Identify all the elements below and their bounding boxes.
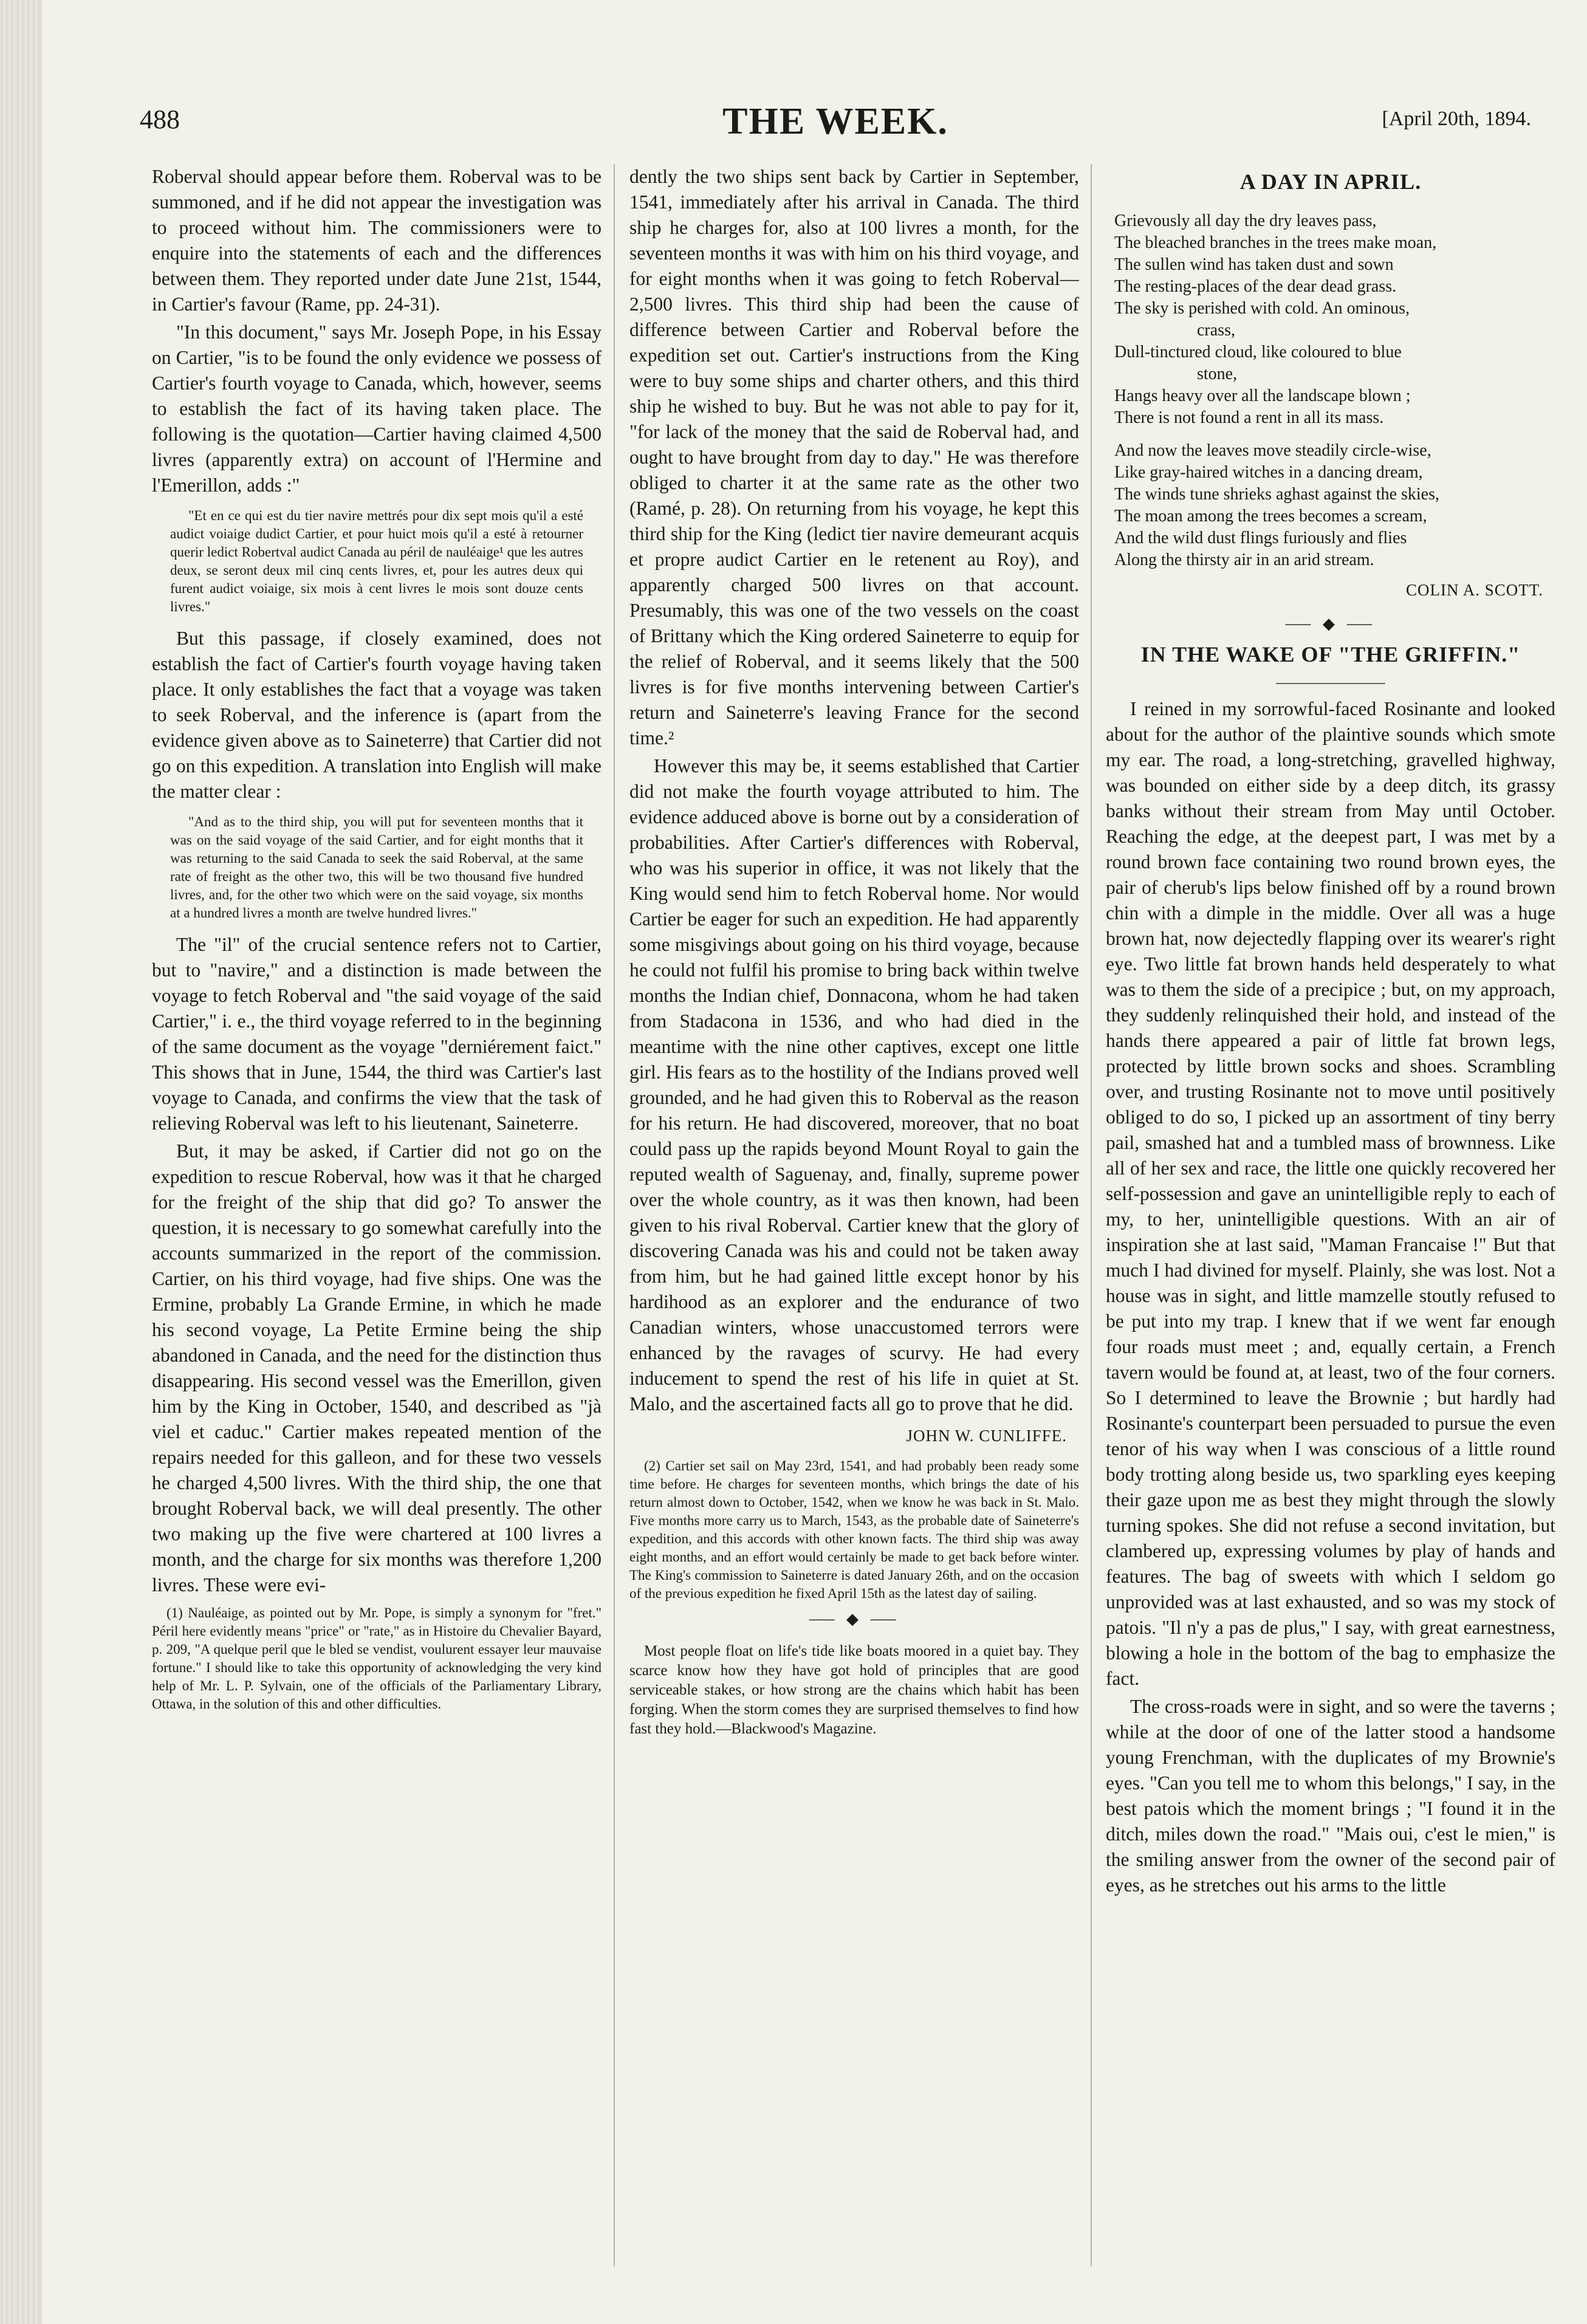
- poem-line: Along the thirsty air in an arid stream.: [1114, 550, 1374, 569]
- binding-gutter: [0, 0, 43, 2324]
- poem-stanza-2: [1106, 440, 1555, 571]
- ornament-divider: ⸺ ◆ ⸺: [808, 1610, 900, 1628]
- poem-line: Like gray-haired witches in a dancing dream,: [1114, 463, 1423, 482]
- paragraph: The "il" of the crucial sentence refers not to Cartier, but to "navire," and a distinction is made between the voyage to fetch Roberval and "the said voyage of the said Cartier," i. e., the third voyage referred to in the beginning of the same document as the voyage "derniérement faict." This shows that in June, 1544, the third was Cartier's last voyage to Canada, and confirms the view that the task of relieving Roberval was left to his lieutenant, Saineterre.: [152, 934, 602, 1134]
- poem-line: The resting-places of the dear dead grass.: [1114, 277, 1397, 296]
- paragraph: dently the two ships sent back by Cartier in September, 1541, immediately after his arrival in Canada. The third ship he charges for, also at 100 livres a month, for the seventeen months it was with him on his third voyage, and for eight months when it was going to fetch Roberval—2,500 livres. This third ship had been the cause of difference between Cartier and Roberval before the expedition set out. Cartier's instructions from the King were to buy some ships and charter others, and this third ship he wished to buy. But he was not able to pay for it, "for lack of the money that the said de Roberval had, and ought to have brought from day to day." He was therefore obliged to charter it at the same rate as the other two (Ramé, p. 28). On returning from his voyage, he kept this third ship for the King (ledict tier navire demeurant acquis et propre audict Cartier en le retenent au Roy), and apparently charged 500 livres on that account. Presumably, this was one of the two vessels on the coast of Brittany which the King ordered Saineterre to equip for the relief of Roberval, and it seems likely that the 500 livres is for five months intervening between Cartier's return and Saineterre's leaving France for the second time.²: [629, 166, 1079, 749]
- poem-line: The bleached branches in the trees make moan,: [1114, 233, 1437, 252]
- poem-line: crass,: [1197, 321, 1235, 340]
- paragraph: I reined in my sorrowful-faced Rosinante and looked about for the author of the plaintive sounds which smote my ear. The road, a long-stretching, gravelled highway, was bounded on either side by a deep ditch, its grassy banks without their stream from May until October. Reaching the edge, at the deepest part, I was met by a round brown face containing two round brown eyes, the pair of cherub's lips below finished off by a round brown chin with a dimple in the middle. Over all was a huge brown hat, now dejectedly flapping over its wearer's right eye. Two little fat brown hands held desperately to what was to them the side of a precipice ; but, on my approach, they suddenly relinquished their hold, and instead of the hands there appeared a pair of little fat brown legs, protected by little brown socks and shoes. Scrambling over, and trusting Rosinante not to move until positively obliged to do so, I picked up an assortment of tiny berry pail, smashed hat and a tumbled mass of brownness. Like all of her sex and race, the little one quickly recovered her self-possession and gave an unintelligible reply to each of my, to her, unintelligible questions. With an air of inspiration she at last said, "Maman Francaise !" But that much I had divined for myself. Plainly, she was lost. Not a house was in sight, and little mamzelle stoutly refused to be put into my trap. I knew that if we went far enough four roads must meet ; and, equally certain, a French tavern would be found at, at least, two of the four corners. So I determined to leave the Brownie ; but hardly had Rosinante's counterpart been persuaded to pursue the even tenor of his way when I was conscious of a little round body trotting along beside us, two sparkling eyes keeping their gaze upon me as best they might through the slowly turning spokes. She did not refuse a second invitation, but clambered up, expressing volumes by play of hands and features. The bag of sweets with which I seldom go unprovided was at last exhausted, and so was my stock of patois. "Il n'y a pas de plus," I say, with great earnestness, blowing a hole in the bottom of the bag to emphasize the fact.: [1106, 698, 1555, 1689]
- english-translation-quotation: "And as to the third ship, you will put for seventeen months that it was on the said voyage of the said Cartier, and for eight months that it was returning to the said Canada to seek the said Roberval, at the same rate of freight as the other two, this will be two thousand five hundred livres, and, for the other two which were on the said voyage, six months at a hundred livres a month are twelve hundred livres.": [170, 814, 583, 920]
- poem-line: Hangs heavy over all the landscape blown ;: [1114, 386, 1411, 405]
- column-divider: [614, 164, 615, 2266]
- paragraph: However this may be, it seems established that Cartier did not make the fourth voyage attributed to him. The evidence adduced above is borne out by a consideration of probabilities. After Cartier's differences with Roberval, who was his superior in office, it was not likely that the King would send him to fetch Roberval home. Nor would Cartier be eager for such an expedition. He had apparently some misgivings about going on his third voyage, because he could not fulfil his promise to bring back within twelve months the Indian chief, Donnacona, whom he had taken from Stadacona in 1536, and who had died in the meantime with the nine other captives, except one little girl. His fears as to the hostility of the Indians proved well grounded, and he had given this to Roberval as the reason for his return. He had discovered, moreover, that no boat could pass up the rapids beyond Mount Royal to gain the reputed wealth of Saguenay, and, finally, supreme power over the whole country, as it was then known, had been given to his rival Roberval. Cartier knew that the glory of discovering Canada was his and could not be taken away from him, but he had gained little except honor by his hardihood as an explorer and the endurance of two Canadian winters, whose unaccustomed terrors were enhanced by the ravages of scurvy. He had every inducement to spend the rest of his life in quiet at St. Malo, and the ascertained facts all go to prove that he did.: [629, 755, 1079, 1414]
- poem-author: COLIN A. SCOTT.: [1405, 581, 1543, 599]
- filler-quotation: Most people float on life's tide like boats moored in a quiet bay. They scarce know how they have got hold of principles that are good serviceable stakes, or how strong are the chains which habit has been forging. When the storm comes they are surprised themselves to find how fast they hold.—Blackwood's Magazine.: [629, 1643, 1079, 1737]
- page-header: [140, 100, 1531, 149]
- french-quotation: "Et en ce qui est du tier navire mettrés pour dix sept mois qu'il a esté audict voiaige dudict Cartier, et pour huict mois qu'il a esté à retourner querir ledict Robertval audict Canada au péril de nauléaige¹ que les autres deux, se seront deux mil cinq cents livres, et, pour les autres deux qui furent audict voiaige, six mois à cent livres le mois sont douze cents livres.": [170, 508, 583, 614]
- masthead: THE WEEK.: [722, 101, 948, 142]
- poem-stanza-1: [1106, 210, 1555, 429]
- paragraph: "In this document," says Mr. Joseph Pope, in his Essay on Cartier, "is to be found the only evidence we possess of Cartier's fourth voyage to Canada, which, however, seems to establish the fact of its having taken place. The following is the quotation—Cartier having claimed 4,500 livres (apparently extra) on account of l'Hermine and l'Emerillon, adds :": [152, 321, 602, 496]
- column-2: [629, 164, 1079, 2260]
- column-divider: [1091, 164, 1092, 2266]
- paragraph: But this passage, if closely examined, does not establish the fact of Cartier's fourth voyage having taken place. It only establishes the fact that a voyage was taken to seek Roberval, and the inference is (apart from the evidence given above as to Saineterre) that Cartier did not go on this expedition. A translation into English will make the matter clear :: [152, 628, 602, 802]
- poem-line: The moan among the trees becomes a scream,: [1114, 507, 1427, 526]
- title-rule: [1276, 683, 1385, 684]
- poem-line: And the wild dust flings furiously and flies: [1114, 529, 1407, 547]
- column-1: [152, 164, 602, 2260]
- ornament-divider: ⸺ ◆ ⸺: [1284, 615, 1377, 632]
- poem-line: Grievously all day the dry leaves pass,: [1114, 211, 1377, 230]
- poem-line: Dull-tinctured cloud, like coloured to blue: [1114, 343, 1402, 362]
- column-3: [1106, 164, 1555, 2260]
- page-number: 488: [140, 105, 180, 134]
- poem-title: A DAY IN APRIL.: [1239, 170, 1422, 194]
- issue-date: [April 20th, 1894.: [1382, 108, 1531, 130]
- author-signature: JOHN W. CUNLIFFE.: [906, 1427, 1067, 1445]
- poem-line: The sky is perished with cold. An ominous,: [1114, 299, 1410, 318]
- poem-line: The sullen wind has taken dust and sown: [1114, 255, 1394, 274]
- paragraph: Roberval should appear before them. Roberval was to be summoned, and if he did not appear the investigation was to proceed without him. The commissioners were to enquire into the statements of each and the differences between them. They reported under date June 21st, 1544, in Cartier's favour (Rame, pp. 24-31).: [152, 166, 602, 315]
- poem-line: The winds tune shrieks aghast against the skies,: [1114, 485, 1440, 504]
- footnote-1: (1) Nauléaige, as pointed out by Mr. Pope, is simply a synonym for "fret." Péril here evidently means "price" or "rate," as in Histoire du Chevalier Bayard, p. 209, "A quelque peril que le bled se vendist, voulurent essayer leur mauvaise fortune." I should like to take this opportunity of acknowledging the very kind help of Mr. L. P. Sylvain, one of the officials of the Parliamentary Library, Ottawa, in the solution of this and other difficulties.: [152, 1605, 602, 1712]
- paragraph: The cross-roads were in sight, and so were the taverns ; while at the door of one of the latter stood a handsome young Frenchman, with the duplicates of my Brownie's eyes. "Can you tell me to whom this belongs," I say, in the best patois which the moment brings ; "I found it in the ditch, miles down the road." "Mais oui, c'est le mien," is the smiling answer from the owner of the second pair of eyes, as he stretches out his arms to the little: [1106, 1696, 1555, 1896]
- story-title: IN THE WAKE OF "THE GRIFFIN.": [1140, 642, 1521, 667]
- stanza-gap: [1106, 429, 1555, 440]
- poem-line: There is not found a rent in all its mass.: [1114, 408, 1384, 427]
- paragraph: But, it may be asked, if Cartier did not go on the expedition to rescue Roberval, how was it that he charged for the freight of the ship that did go? To answer the question, it is necessary to go somewhat carefully into the accounts summarized in the report of the commission. Cartier, on his third voyage, had five ships. One was the Ermine, probably La Grande Ermine, in which he made his second voyage, La Petite Ermine being the ship abandoned in Canada, and the need for the distinction thus disappearing. His second vessel was the Emerillon, given him by the King in October, 1540, and described as "jà viel et caduc." Cartier makes repeated mention of the repairs needed for this galleon, and for these two vessels he charged 4,500 livres. With the third ship, the one that brought Roberval back, we will deal presently. The other two making up the five were chartered at 100 livres a month, and the charge for six months was therefore 1,200 livres. These were evi-: [152, 1140, 602, 1596]
- poem-line: stone,: [1197, 365, 1238, 383]
- poem-line: And now the leaves move steadily circle-wise,: [1114, 441, 1431, 460]
- footnote-2: (2) Cartier set sail on May 23rd, 1541, and had probably been ready some time before. He charges for seventeen months, which brings the date of his return almost down to October, 1542, when we know he was back in St. Malo. Five months more carry us to March, 1543, as the probable date of Saineterre's expedition, and this accords with other known facts. The third ship was away eight months, and an effort would certainly be made to get back before winter. The King's commission to Saineterre is dated January 26th, and on the occasion of the previous expedition he fixed April 15th as the latest day of sailing.: [629, 1458, 1079, 1601]
